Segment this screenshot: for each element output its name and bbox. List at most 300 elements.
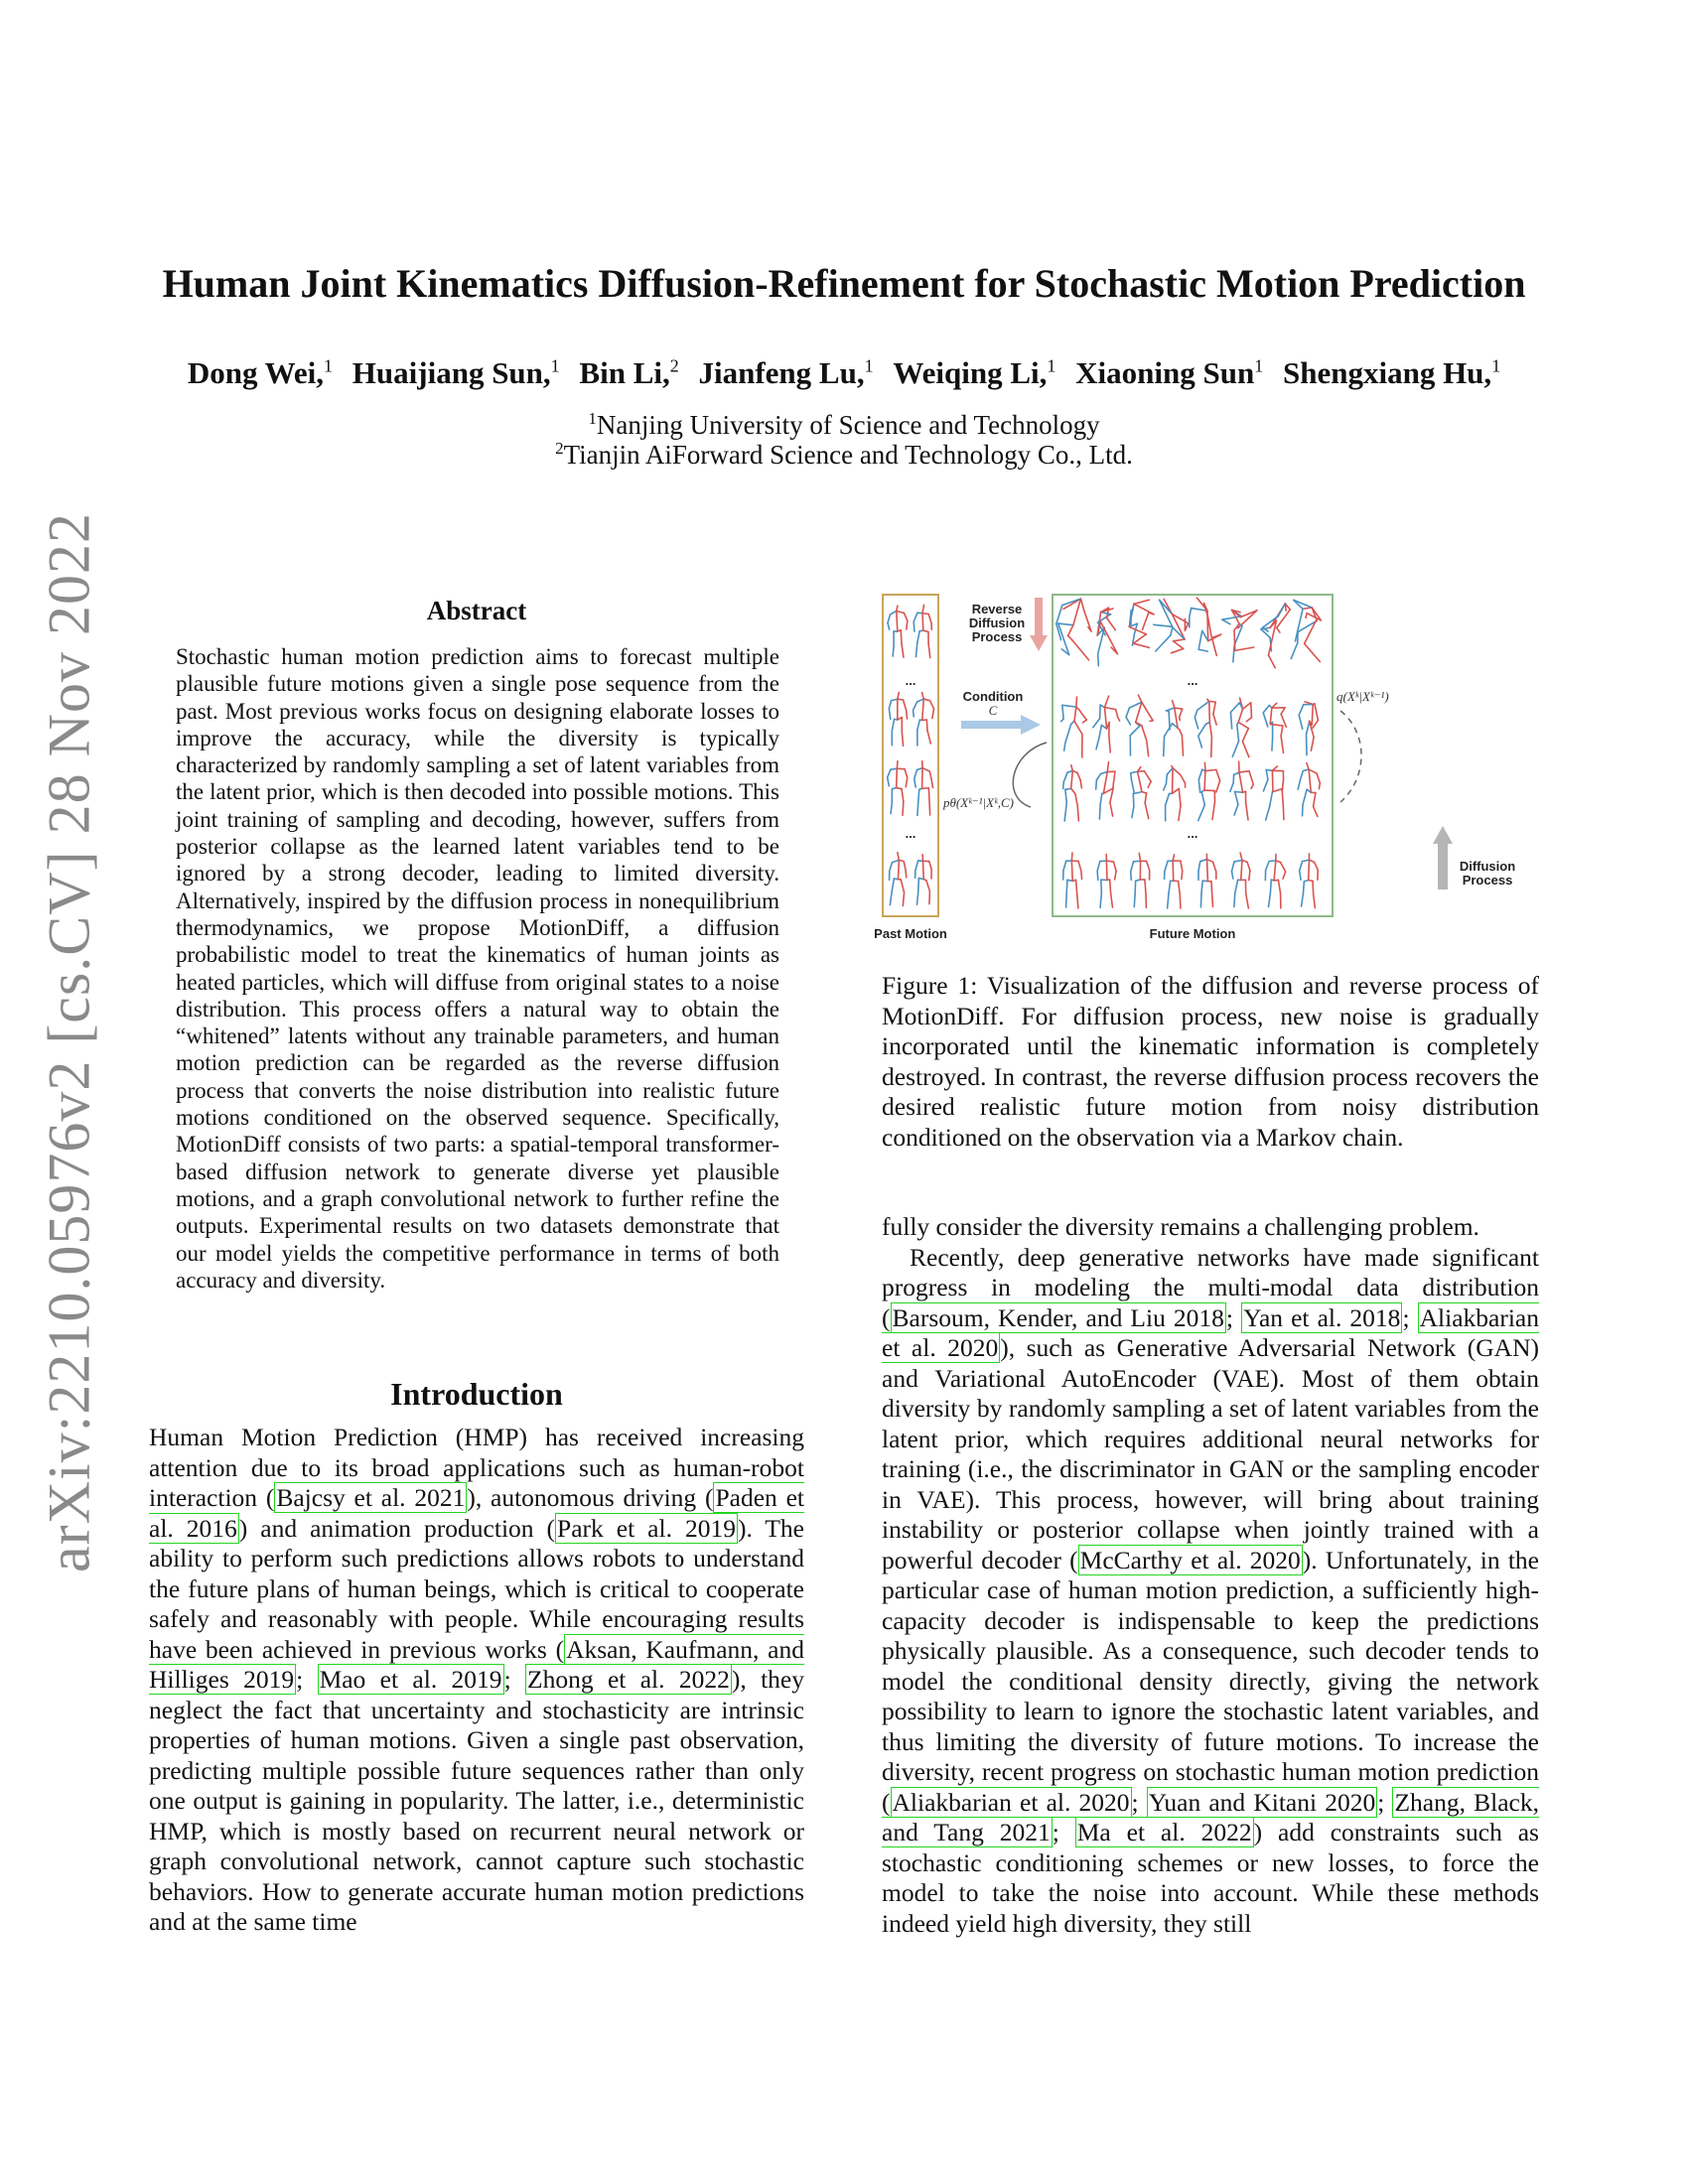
skeleton-bone xyxy=(1198,805,1205,821)
skeleton-bone xyxy=(1209,701,1210,722)
skeleton-bone xyxy=(1204,790,1214,791)
skeleton-bone xyxy=(1234,772,1239,774)
skeleton-figure xyxy=(915,855,931,904)
affiliation: $^1$Nanjing University of Science and Technology xyxy=(588,409,1100,440)
skeleton-bone xyxy=(898,853,900,861)
skeleton-figure xyxy=(889,692,907,746)
skeleton-figure xyxy=(890,853,907,906)
skeleton-bone xyxy=(1063,861,1066,871)
skeleton-bone xyxy=(922,614,923,631)
skeleton-bone xyxy=(1213,714,1216,725)
skeleton-bone xyxy=(1138,695,1141,702)
skeleton-bone xyxy=(1173,855,1174,861)
skeleton-bone xyxy=(1274,861,1276,881)
skeleton-bone xyxy=(1077,772,1080,779)
skeleton-bone xyxy=(1111,893,1113,907)
skeleton-bone xyxy=(897,611,898,631)
skeleton-bone xyxy=(897,788,902,789)
skeleton-bone xyxy=(1303,882,1304,893)
citation-link[interactable]: Aksan, Kaufmann, and Hilliges 2019 xyxy=(149,1634,805,1694)
skeleton-bone xyxy=(902,732,903,747)
skeleton-bone xyxy=(1116,710,1118,718)
skeleton-bone xyxy=(1065,788,1071,789)
reverse-label: Process xyxy=(971,629,1023,644)
skeleton-bone xyxy=(1131,872,1132,880)
skeleton-figure xyxy=(1263,766,1284,820)
skeleton-bone xyxy=(888,769,891,777)
citation-link[interactable]: Bajcsy et al. 2021 xyxy=(276,1483,466,1512)
skeleton-bone xyxy=(1173,861,1174,881)
skeleton-bone xyxy=(915,643,916,657)
skeleton-figure xyxy=(1056,599,1091,660)
skeleton-bone xyxy=(1242,729,1248,742)
skeleton-bone xyxy=(916,892,917,904)
author: Bin Li,$^2$ xyxy=(579,355,679,390)
skeleton-bone xyxy=(1302,860,1309,862)
skeleton-bone xyxy=(1234,804,1238,815)
skeleton-figure xyxy=(1300,854,1319,908)
skeleton-figure xyxy=(1230,698,1251,757)
skeleton-bone xyxy=(1249,771,1253,784)
skeleton-bone xyxy=(1096,773,1100,779)
diffusion-label: Diffusion xyxy=(1459,859,1516,874)
skeleton-bone xyxy=(914,613,917,621)
skeleton-bone xyxy=(1313,881,1314,893)
skeleton-bone xyxy=(1231,862,1234,872)
reverse-arrow-head xyxy=(1030,635,1048,651)
skeleton-bone xyxy=(1180,730,1182,736)
right-column-text xyxy=(882,1212,1539,1939)
skeleton-bone xyxy=(929,862,931,870)
skeleton-bone xyxy=(890,891,892,905)
skeleton-figure xyxy=(1165,855,1183,908)
skeleton-bone xyxy=(1173,627,1185,639)
skeleton-bone xyxy=(1222,616,1241,619)
skeleton-bone xyxy=(1190,609,1192,617)
ellipsis: ... xyxy=(905,673,916,688)
skeleton-figure xyxy=(1129,600,1154,647)
skeleton-bone xyxy=(917,631,919,643)
skeleton-bone xyxy=(1232,741,1238,756)
skeleton-bone xyxy=(1211,882,1212,894)
skeleton-bone xyxy=(898,699,904,700)
skeleton-bone xyxy=(888,622,890,629)
citation-link[interactable]: Mao et al. 2019 xyxy=(319,1665,502,1694)
skeleton-bone xyxy=(1096,780,1097,789)
skeleton-bone xyxy=(1251,703,1252,718)
skeleton-bone xyxy=(922,768,929,771)
skeleton-figure xyxy=(888,761,908,815)
skeleton-bone xyxy=(890,611,896,614)
skeleton-bone xyxy=(1268,655,1275,668)
skeleton-bone xyxy=(1093,719,1100,728)
skeleton-bone xyxy=(929,771,931,780)
skeleton-bone xyxy=(1068,625,1073,636)
skeleton-bone xyxy=(1180,709,1183,717)
skeleton-bone xyxy=(1075,723,1082,734)
skeleton-bone xyxy=(1278,880,1280,892)
skeleton-bone xyxy=(1150,721,1153,722)
skeleton-bone xyxy=(1309,860,1314,862)
skeleton-bone xyxy=(1237,725,1239,741)
skeleton-bone xyxy=(1072,640,1089,660)
paper-title: Human Joint Kinematics Diffusion-Refinement for Stochastic Motion Prediction xyxy=(162,261,1526,306)
skeleton-bone xyxy=(1132,806,1134,817)
skeleton-bone xyxy=(1142,702,1145,707)
skeleton-bone xyxy=(1061,719,1063,722)
skeleton-bone xyxy=(1283,804,1284,819)
skeleton-figure xyxy=(1164,766,1186,821)
skeleton-bone xyxy=(902,644,904,657)
skeleton-bone xyxy=(1149,613,1154,614)
skeleton-bone xyxy=(1315,704,1318,721)
skeleton-bone xyxy=(1239,771,1249,772)
citation-link[interactable]: Yuan and Kitani 2020 xyxy=(1148,1787,1376,1817)
skeleton-bone xyxy=(1066,893,1067,907)
skeleton-bone xyxy=(1131,773,1132,779)
skeleton-figure xyxy=(1061,697,1087,757)
skeleton-bone xyxy=(1212,638,1217,656)
skeleton-bone xyxy=(1165,861,1168,871)
skeleton-bone xyxy=(1201,881,1202,893)
skeleton-bone xyxy=(1242,861,1247,863)
skeleton-bone xyxy=(1216,769,1220,780)
skeleton-bone xyxy=(1179,805,1181,820)
skeleton-bone xyxy=(1300,871,1301,880)
condition-arrow xyxy=(961,721,1023,729)
skeleton-bone xyxy=(1148,781,1151,787)
skeleton-figure xyxy=(1131,853,1150,907)
citation-link[interactable]: Zhang, Black, and Tang 2021 xyxy=(882,1787,1540,1846)
skeleton-bone xyxy=(1300,862,1303,871)
skeleton-bone xyxy=(1133,794,1134,807)
skeleton-bone xyxy=(1071,765,1073,771)
skeleton-bone xyxy=(1147,861,1150,870)
skeleton-bone xyxy=(1200,893,1201,907)
skeleton-bone xyxy=(1239,772,1243,792)
citation-link[interactable]: Aliakbarian et al. 2020 xyxy=(882,1302,1539,1362)
skeleton-bone xyxy=(905,614,908,621)
skeleton-bone xyxy=(1247,862,1250,871)
skeleton-bone xyxy=(1299,705,1304,716)
skeleton-bone xyxy=(898,860,899,879)
skeleton-bone xyxy=(1235,791,1243,792)
skeleton-bone xyxy=(1115,871,1117,880)
future-motion-label: Future Motion xyxy=(1149,926,1236,941)
skeleton-bone xyxy=(1062,705,1076,707)
skeleton-bone xyxy=(917,802,918,816)
author-list xyxy=(0,355,1688,391)
skeleton-bone xyxy=(1164,784,1167,790)
skeleton-bone xyxy=(1118,717,1120,721)
skeleton-bone xyxy=(1299,715,1303,729)
skeleton-bone xyxy=(1270,791,1273,807)
skeleton-bone xyxy=(1303,769,1309,770)
introduction-paragraph: Human Motion Prediction (HMP) has received increasing attention due to its broad applications such as human-robot interaction (Bajcsy et al. 2021), autonomous driving (Paden et al. 2016) and animation production (Park et al. 2019). The ability to perform such predictions allows robots to understand the future plans of human beings, which is critical to cooperate safely and reasonably with people. While encouraging results have been achieved in previous works (Aksan, Kaufmann, and Hilliges 2019; Mao et al. 2019; Zhong et al. 2022), they neglect the fact that uncertainty and stochasticity are intrinsic properties of human motions. Given a single past observation, predicting multiple possible future sequences rather than only one output is gaining in popularity. The latter, i.e., deterministic HMP, which is mostly based on recurrent neural network or graph convolutional network, cannot capture such stochastic behaviors. How to generate accurate human motion predictions and at the same time xyxy=(149,1423,805,1936)
skeleton-bone xyxy=(1180,894,1181,908)
skeleton-bone xyxy=(907,710,908,719)
citation-link[interactable]: Aliakbarian et al. 2020 xyxy=(892,1787,1130,1817)
skeleton-bone xyxy=(891,802,892,813)
reverse-label: Reverse xyxy=(971,602,1023,616)
skeleton-bone xyxy=(1211,737,1212,756)
skeleton-bone xyxy=(926,720,927,731)
skeleton-bone xyxy=(1243,703,1251,709)
skeleton-bone xyxy=(1113,862,1116,871)
skeleton-bone xyxy=(1080,780,1081,788)
figure-1 xyxy=(874,594,1533,951)
author: Jianfeng Lu,$^1$ xyxy=(698,355,874,390)
skeleton-bone xyxy=(922,788,929,789)
skeleton-bone xyxy=(1107,762,1108,772)
skeleton-bone xyxy=(922,693,924,699)
reverse-arrow xyxy=(1035,598,1043,637)
skeleton-bone xyxy=(1175,708,1183,709)
skeleton-bone xyxy=(1314,806,1318,816)
past-motion-label: Past Motion xyxy=(874,926,947,941)
skeleton-figure xyxy=(1063,853,1082,908)
continuation-line: fully consider the diversity remains a challenging problem. xyxy=(882,1212,1479,1241)
skeleton-bone xyxy=(1066,880,1067,892)
skeleton-bone xyxy=(918,879,919,893)
skeleton-bone xyxy=(1307,762,1309,769)
skeleton-bone xyxy=(1212,802,1215,820)
citation-link[interactable]: Paden et al. 2016 xyxy=(149,1483,804,1543)
skeleton-bone xyxy=(892,719,894,731)
skeleton-bone xyxy=(1065,789,1066,802)
p-theta-label: pθ(Xᵏ⁻¹|Xᵏ,C) xyxy=(943,795,1014,810)
skeleton-figure xyxy=(914,605,931,657)
skeleton-bone xyxy=(901,630,902,644)
skeleton-bone xyxy=(1138,771,1142,791)
skeleton-bone xyxy=(1071,853,1072,861)
skeleton-bone xyxy=(928,614,931,623)
introduction-heading: Introduction xyxy=(390,1376,563,1412)
skeleton-bone xyxy=(1315,862,1319,870)
skeleton-bone xyxy=(1067,880,1072,881)
skeleton-bone xyxy=(1064,803,1066,821)
skeleton-bone xyxy=(1263,779,1268,791)
skeleton-bone xyxy=(1101,880,1102,893)
skeleton-bone xyxy=(1266,769,1268,779)
citation-link[interactable]: Yan et al. 2018 xyxy=(1243,1302,1401,1332)
skeleton-bone xyxy=(1234,630,1235,650)
skeleton-bone xyxy=(1062,705,1063,719)
skeleton-bone xyxy=(889,701,891,709)
skeleton-bone xyxy=(1301,771,1304,779)
skeleton-bone xyxy=(1130,726,1140,735)
figure-caption: Figure 1: Visualization of the diffusion and reverse process of MotionDiff. For diffusion process, new noise is gradually incorporated until the kinematic information is completely destroyed. In contrast, the reverse diffusion process recovers the desired realistic future motion from noisy distribution conditioned on the observation via a Markov chain. xyxy=(882,971,1539,1152)
skeleton-bone xyxy=(1147,741,1149,756)
skeleton-bone xyxy=(1198,780,1199,793)
skeleton-bone xyxy=(1201,792,1204,805)
reverse-label: Diffusion xyxy=(968,615,1026,630)
skeleton-bone xyxy=(1246,893,1249,908)
skeleton-bone xyxy=(892,879,894,891)
skeleton-bone xyxy=(1314,793,1316,807)
skeleton-bone xyxy=(1063,782,1064,789)
skeleton-bone xyxy=(1238,709,1242,722)
condition-arrow-head xyxy=(1021,715,1041,735)
skeleton-bone xyxy=(1213,702,1215,714)
skeleton-bone xyxy=(1169,881,1171,893)
author: Dong Wei,$^1$ xyxy=(187,355,334,390)
skeleton-bone xyxy=(888,614,891,623)
skeleton-bone xyxy=(1278,604,1285,616)
skeleton-bone xyxy=(1263,713,1268,727)
skeleton-bone xyxy=(1182,872,1183,880)
skeleton-bone xyxy=(1295,609,1303,640)
skeleton-bone xyxy=(1168,894,1169,908)
skeleton-bone xyxy=(1234,861,1242,862)
skeleton-bone xyxy=(893,645,894,656)
skeleton-bone xyxy=(1317,773,1320,783)
skeleton-bone xyxy=(1179,881,1181,893)
skeleton-bone xyxy=(1078,861,1081,870)
citation-link[interactable]: McCarthy et al. 2020 xyxy=(1079,1545,1301,1574)
skeleton-bone xyxy=(1144,771,1151,782)
skeleton-bone xyxy=(1266,861,1270,870)
skeleton-bone xyxy=(1126,717,1130,725)
skeleton-bone xyxy=(901,880,904,892)
arxiv-stamp-text: arXiv:2210.05976v2 [cs.CV] 28 Nov 2022 xyxy=(36,512,102,1572)
skeleton-bone xyxy=(1235,791,1238,804)
skeleton-bone xyxy=(1064,744,1065,751)
past-motion-skeletons xyxy=(888,605,934,905)
skeleton-bone xyxy=(1307,735,1308,755)
skeleton-bone xyxy=(906,777,907,786)
skeleton-bone xyxy=(1106,861,1107,880)
skeleton-bone xyxy=(1198,649,1207,651)
skeleton-figure xyxy=(1154,599,1189,652)
skeleton-bone xyxy=(1099,805,1100,819)
skeleton-bone xyxy=(1173,768,1181,775)
skeleton-figure xyxy=(1263,703,1286,752)
skeleton-bone xyxy=(1131,771,1138,773)
skeleton-figure xyxy=(1164,701,1184,756)
skeleton-figure xyxy=(1096,762,1115,819)
skeleton-bone xyxy=(1071,861,1072,881)
skeleton-bone xyxy=(1107,618,1116,630)
future-motion-skeletons xyxy=(1056,598,1322,908)
skeleton-bone xyxy=(1263,706,1269,713)
skeleton-bone xyxy=(897,761,898,769)
skeleton-figure xyxy=(1298,762,1320,816)
ellipsis: ... xyxy=(1187,673,1198,688)
skeleton-bone xyxy=(897,611,905,613)
skeleton-bone xyxy=(926,881,930,891)
skeleton-bone xyxy=(1195,717,1197,728)
figure-1-diagram xyxy=(874,594,1533,951)
skeleton-bone xyxy=(1142,726,1147,741)
skeleton-bone xyxy=(1103,772,1107,794)
skeleton-figure xyxy=(1131,767,1151,819)
skeleton-bone xyxy=(1238,722,1248,728)
skeleton-bone xyxy=(1075,794,1077,806)
citation-link[interactable]: Barsoum, Kender, and Liu 2018 xyxy=(892,1302,1224,1332)
skeleton-figure xyxy=(1261,604,1290,668)
ellipsis: ... xyxy=(1187,826,1198,841)
skeleton-bone xyxy=(914,769,917,778)
citation-link[interactable]: Ma et al. 2022 xyxy=(1076,1818,1252,1846)
introduction-paragraph: Recently, deep generative networks have made significant progress in modeling the multi-modal data distribution (Barsoum, Kender, and Liu 2018; Yan et al. 2018; Aliakbarian et al. 2020), such as Generative Adversarial Network (GAN) and Variational AutoEncoder (VAE). Most of them obtain diversity by randomly sampling a set of latent variables from the latent prior, which requires additional neural networks for training (i.e., the discriminator in GAN or the sampling encoder in VAE). This process, however, will bring about training instability or posterior collapse when jointly trained with a powerful decoder (McCarthy et al. 2020). Unfortunately, in the particular case of human motion prediction, a sufficiently high-capacity decoder is indispensable to keep the predictions physically plausible. As a consequence, such decoder tends to model the conditional density directly, giving the network possibility to learn to ignore the stochastic latent variables, and thus limiting the diversity of future motions. To increase the diversity, recent progress on stochastic human motion prediction (Aliakbarian et al. 2020; Yuan and Kitani 2020; Zhang, Black, and Tang 2021; Ma et al. 2022) add constraints such as stochastic conditioning schemes or new losses, to force the model to take the noise into account. While these methods indeed yield high diversity, they still xyxy=(882,1242,1540,1938)
skeleton-bone xyxy=(1231,872,1232,879)
skeleton-bone xyxy=(1173,701,1175,708)
skeleton-bone xyxy=(915,861,918,871)
skeleton-bone xyxy=(1171,648,1183,652)
skeleton-bone xyxy=(927,731,930,744)
skeleton-bone xyxy=(906,870,907,878)
skeleton-figure xyxy=(1222,610,1257,661)
skeleton-bone xyxy=(1291,643,1297,659)
skeleton-bone xyxy=(1198,769,1201,779)
skeleton-bone xyxy=(1200,860,1207,862)
skeleton-bone xyxy=(890,863,893,872)
skeleton-bone xyxy=(1077,806,1078,821)
skeleton-figure xyxy=(914,693,934,746)
skeleton-bone xyxy=(1077,894,1078,908)
skeleton-bone xyxy=(903,801,904,815)
skeleton-bone xyxy=(917,720,920,731)
skeleton-bone xyxy=(1277,610,1290,627)
skeleton-bone xyxy=(1272,739,1273,751)
skeleton-bone xyxy=(902,789,904,802)
skeleton-figure xyxy=(1126,695,1153,756)
citation-link[interactable]: Park et al. 2019 xyxy=(557,1513,736,1543)
skeleton-bone xyxy=(898,692,900,699)
skeleton-bone xyxy=(922,605,924,613)
skeleton-bone xyxy=(905,769,908,778)
skeleton-bone xyxy=(1198,736,1202,748)
skeleton-bone xyxy=(1138,771,1145,772)
skeleton-bone xyxy=(1076,697,1077,707)
skeleton-figure xyxy=(1093,696,1120,752)
skeleton-bone xyxy=(1058,623,1073,625)
reverse-transition-curve xyxy=(1013,743,1047,807)
skeleton-bone xyxy=(1311,737,1314,751)
skeleton-bone xyxy=(1234,893,1235,907)
skeleton-bone xyxy=(1154,624,1173,626)
skeleton-bone xyxy=(1198,725,1206,737)
skeleton-bone xyxy=(1126,708,1129,717)
skeleton-bone xyxy=(1139,853,1140,861)
skeleton-bone xyxy=(1082,720,1086,723)
skeleton-bone xyxy=(922,699,923,720)
skeleton-bone xyxy=(1283,872,1286,879)
skeleton-bone xyxy=(1235,647,1254,650)
skeleton-bone xyxy=(1104,708,1115,710)
skeleton-bone xyxy=(1074,707,1076,721)
skeleton-bone xyxy=(1240,853,1242,860)
skeleton-bone xyxy=(1209,722,1211,737)
skeleton-bone xyxy=(1100,893,1101,908)
citation-link[interactable]: Zhong et al. 2022 xyxy=(527,1665,730,1694)
skeleton-bone xyxy=(1266,807,1270,820)
skeleton-bone xyxy=(929,802,930,815)
skeleton-bone xyxy=(1173,641,1183,649)
diffusion-arrow-head xyxy=(1433,826,1453,844)
skeleton-bone xyxy=(1281,863,1286,872)
skeleton-bone xyxy=(1230,703,1239,713)
skeleton-bone xyxy=(1246,718,1251,722)
skeleton-bone xyxy=(1080,599,1084,612)
skeleton-bone xyxy=(1166,774,1167,784)
skeleton-figure xyxy=(1097,608,1117,666)
skeleton-bone xyxy=(1207,860,1208,882)
skeleton-bone xyxy=(1110,880,1111,893)
skeleton-bone xyxy=(923,699,929,701)
skeleton-bone xyxy=(1309,769,1311,792)
